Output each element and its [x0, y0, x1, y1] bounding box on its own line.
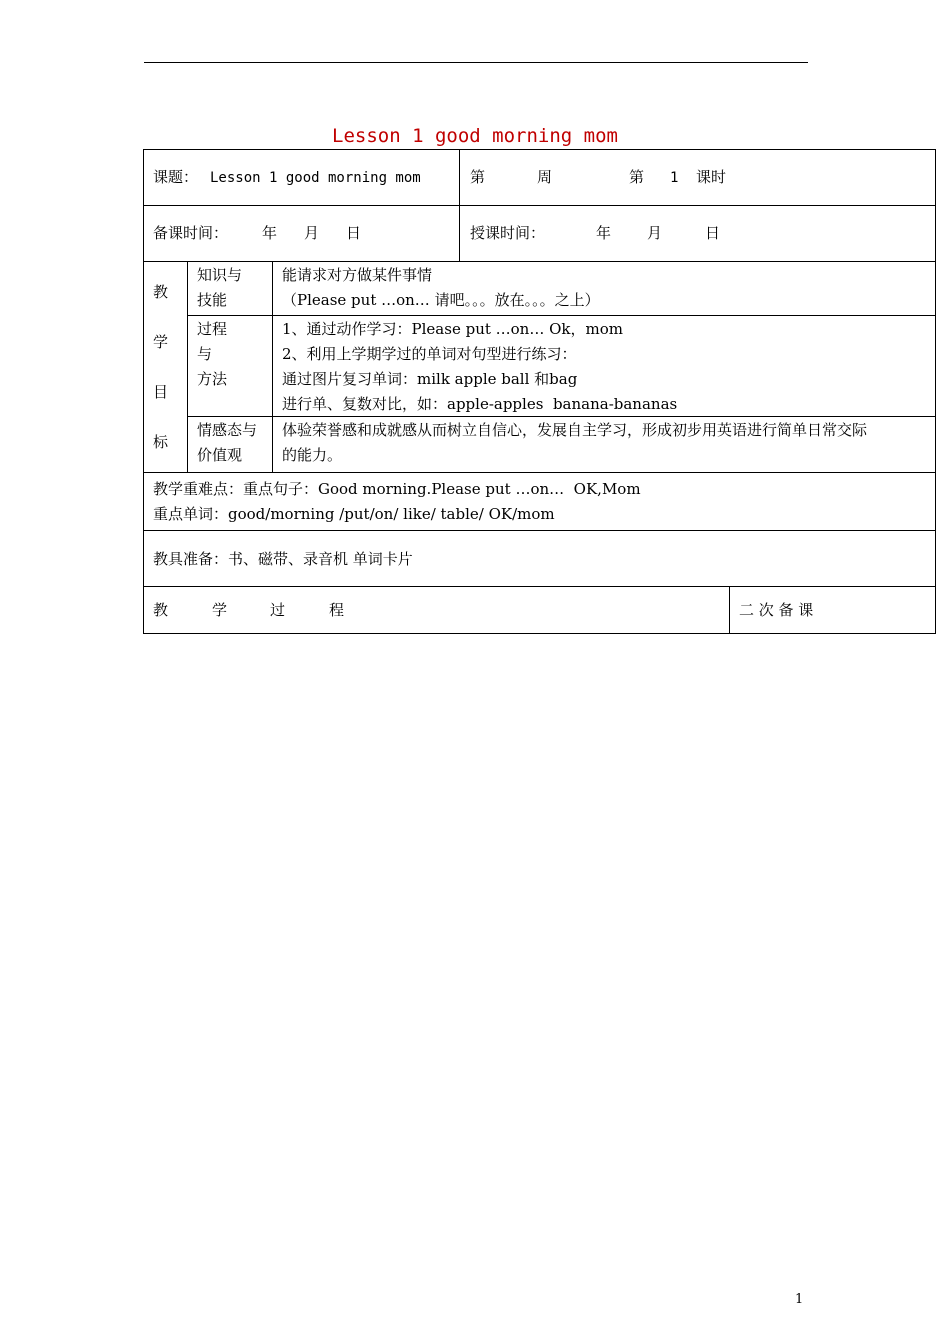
process-label: 过程	[197, 320, 228, 338]
week-prefix: 第	[470, 168, 486, 186]
row-divider	[144, 261, 935, 262]
row-divider	[144, 205, 935, 206]
prep-time-label: 备课时间：	[153, 224, 229, 242]
header-rule	[144, 62, 808, 63]
emotion-label: 情感态与	[197, 421, 258, 439]
materials: 教具准备：书、磁带、录音机 单词卡片	[153, 550, 413, 568]
second-prep-heading: 二 次 备 课	[739, 601, 814, 619]
topic-label: 课题：	[153, 168, 199, 186]
page-number: 1	[795, 1292, 804, 1307]
prep-day: 日	[346, 224, 362, 242]
period-number: 1	[670, 170, 679, 186]
topic-value: Lesson 1 good morning mom	[210, 170, 421, 186]
row-divider	[144, 472, 935, 473]
row-divider	[187, 315, 935, 316]
emotion-label: 价值观	[197, 446, 243, 464]
column-divider	[187, 262, 188, 472]
objectives-char: 教	[153, 283, 169, 301]
column-divider	[729, 587, 730, 633]
key-points-sentences: 教学重难点：重点句子：Good morning.Please put …on… OK,Mom	[153, 480, 641, 498]
prep-year: 年	[262, 224, 278, 242]
objectives-char: 标	[153, 433, 169, 451]
key-points-words: 重点单词：good/morning /put/on/ like/ table/ OK/mom	[153, 505, 555, 523]
knowledge-line: 能请求对方做某件事情	[282, 266, 433, 284]
process-line: 2、利用上学期学过的单词对句型进行练习：	[282, 345, 577, 363]
process-label: 与	[197, 345, 213, 363]
teach-year: 年	[596, 224, 612, 242]
process-heading-char: 教	[153, 601, 169, 619]
teach-day: 日	[705, 224, 721, 242]
knowledge-label: 知识与	[197, 266, 243, 284]
process-heading-char: 学	[212, 601, 228, 619]
knowledge-label: 技能	[197, 291, 228, 309]
column-divider	[459, 150, 460, 261]
document-title: Lesson 1 good morning mom	[332, 125, 618, 147]
objectives-char: 目	[153, 383, 169, 401]
emotion-line: 体验荣誉感和成就感从而树立自信心，发展自主学习，形成初步用英语进行简单日常交际	[282, 421, 868, 439]
knowledge-line: （Please put …on… 请吧。。。放在。。。之上）	[282, 291, 600, 309]
process-line: 通过图片复习单词：milk apple ball 和bag	[282, 370, 578, 388]
process-heading-char: 程	[329, 601, 345, 619]
row-divider	[144, 586, 935, 587]
teach-time-label: 授课时间：	[470, 224, 546, 242]
week-suffix: 周	[537, 168, 553, 186]
period-suffix: 课时	[696, 168, 727, 186]
objectives-char: 学	[153, 333, 169, 351]
process-line: 1、通过动作学习：Please put …on… Ok，mom	[282, 320, 623, 338]
process-line: 进行单、复数对比，如：apple-apples banana-bananas	[282, 395, 678, 413]
row-divider	[144, 530, 935, 531]
period-prefix: 第	[629, 168, 645, 186]
process-heading-char: 过	[270, 601, 286, 619]
teach-month: 月	[647, 224, 663, 242]
column-divider	[272, 262, 273, 472]
prep-month: 月	[304, 224, 320, 242]
process-label: 方法	[197, 370, 228, 388]
emotion-line: 的能力。	[282, 446, 343, 464]
